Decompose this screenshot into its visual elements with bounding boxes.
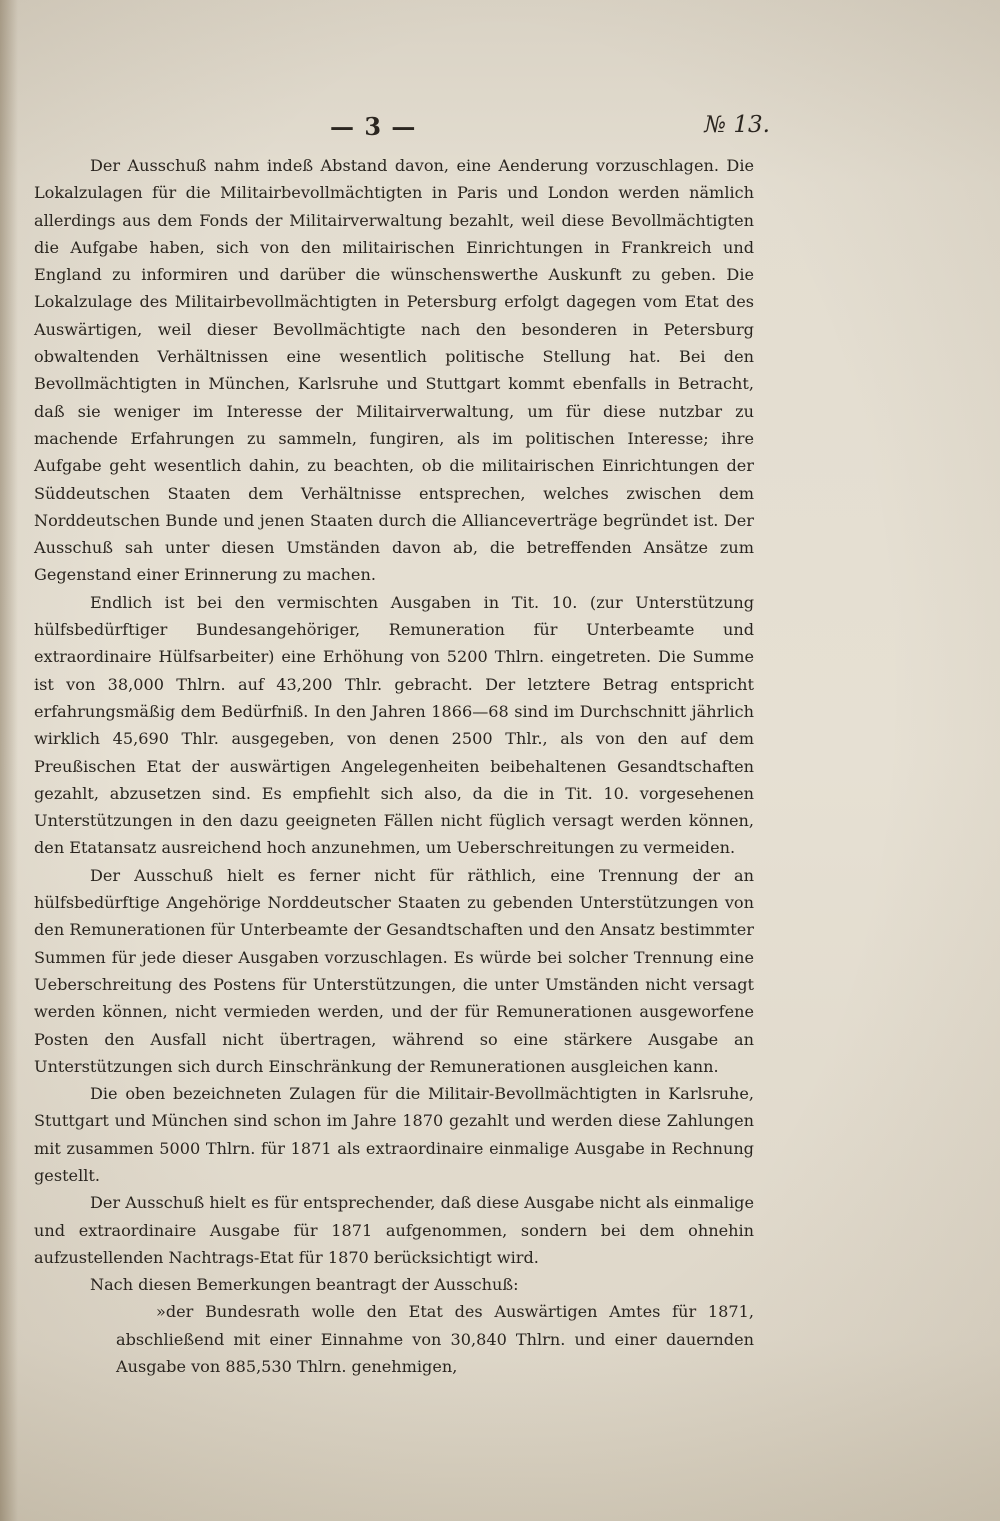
page-header xyxy=(330,112,770,146)
paragraph-1: Der Ausschuß nahm indeß Abstand davon, eine Aenderung vorzuschlagen. Die Lokalzulagen für die Militairbevollmächtigten in Paris und London werden nämlich allerdings aus dem Fonds der Militairverwaltung bezahlt, weil diese Bevollmächtigten die Aufgabe haben, sich von den militairischen Einrichtungen in Frankreich und England zu informiren und darüber die wünschenswerthe Auskunft zu geben. Die Lokalzulage des Militairbevollmächtigten in Petersburg erfolgt dagegen vom Etat des Auswärtigen, weil dieser Bevollmächtigte nach den besonderen in Petersburg obwaltenden Verhältnissen eine wesentlich politische Stellung hat. Bei den Bevollmächtigten in München, Karlsruhe und Stuttgart kommt ebenfalls in Betracht, daß sie weniger im Interesse der Militairverwaltung, um für diese nutzbar zu machende Erfahrungen zu sammeln, fungiren, als im politischen Interesse; ihre Aufgabe geht wesentlich dahin, zu beachten, ob die militairischen Einrichtungen der Süddeutschen Staaten dem Verhältnisse entsprechen, welches zwischen dem Norddeutschen Bunde und jenen Staaten durch die Allianceverträge begründet ist. Der Ausschuß sah unter diesen Umständen davon ab, die betreffenden Ansätze zum Gegenstand einer Erinnerung zu machen. xyxy=(34,156,754,585)
issue-number: № 13. xyxy=(704,112,770,138)
paragraph-2: Endlich ist bei den vermischten Ausgaben in Tit. 10. (zur Unterstützung hülfsbedürftiger Bundesangehöriger, Remuneration für Unterbeamte und extraordinaire Hülfsarbeiter) eine Erhöhung von 5200 Thlrn. eingetreten. Die Summe ist von 38,000 Thlrn. auf 43,200 Thlr. gebracht. Der letztere Betrag entspricht erfahrungsmäßig dem Bedürfniß. In den Jahren 1866—68 sind im Durchschnitt jährlich wirklich 45,690 Thlr. ausgegeben, von denen 2500 Thlr., als von den auf dem Preußischen Etat der auswärtigen Angelegenheiten beibehaltenen Gesandtschaften gezahlt, abzusetzen sind. Es empfiehlt sich also, da die in Tit. 10. vorgesehenen Unterstützungen in den dazu geeigneten Fällen nicht füglich versagt werden können, den Etatansatz ausreichend hoch anzunehmen, um Ueberschreitungen zu vermeiden. xyxy=(34,592,754,858)
page-edge-shadow xyxy=(0,0,18,1521)
page-number: — 3 — xyxy=(330,112,417,141)
paragraph-5: Der Ausschuß hielt es für entsprechender, daß diese Ausgabe nicht als einmalige und extraordinaire Ausgabe für 1871 aufgenommen, sondern bei dem ohnehin aufzustellenden Nachtrags-Etat für 1870 berücksichtigt wird. xyxy=(34,1193,754,1267)
body-text xyxy=(34,152,754,1380)
paragraph-6: Nach diesen Bemerkungen beantragt der Ausschuß: xyxy=(90,1275,519,1295)
paragraph-4: Die oben bezeichneten Zulagen für die Militair-Bevollmächtigten in Karlsruhe, Stuttgart und München sind schon im Jahre 1870 gezahlt und werden diese Zahlungen mit zusammen 5000 Thlrn. für 1871 als extraordinaire einmalige Ausgabe in Rechnung gestellt. xyxy=(34,1084,754,1185)
paragraph-3: Der Ausschuß hielt es ferner nicht für räthlich, eine Trennung der an hülfsbedürftige Angehörige Norddeutscher Staaten zu gebenden Unterstützungen von den Remunerationen für Unterbeamte der Gesandtschaften und den Ansatz bestimmter Summen für jede dieser Ausgaben vorzuschlagen. Es würde bei solcher Trennung eine Ueberschreitung des Postens für Unterstützungen, die unter Umständen nicht versagt werden können, nicht vermieden werden, und der für Remunerationen ausgeworfene Posten den Ausfall nicht übertragen, während so eine stärkere Ausgabe an Unterstützungen sich durch Einschränkung der Remunerationen ausgleichen kann. xyxy=(34,865,754,1076)
motion-quote: »der Bundesrath wolle den Etat des Auswärtigen Amtes für 1871, abschließend mit einer Einnahme von 30,840 Thlrn. und einer dauernden Ausgabe von 885,530 Thlrn. genehmigen, xyxy=(116,1302,754,1377)
